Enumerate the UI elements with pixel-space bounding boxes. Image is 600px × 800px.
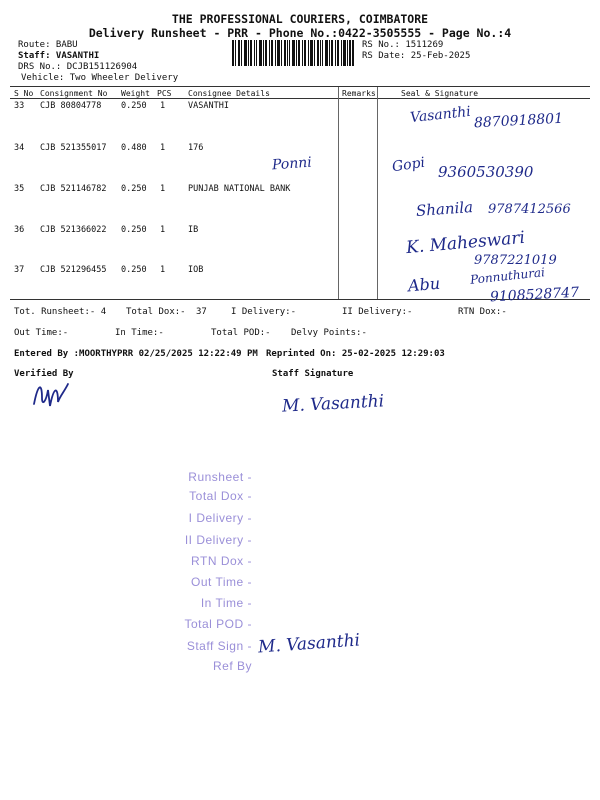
table-top-rule — [10, 86, 590, 87]
i-delivery-label: I Delivery:- — [231, 307, 297, 317]
stamp-rtn-dox: RTN Dox - — [191, 554, 252, 568]
col-weight: Weight — [121, 89, 150, 98]
route-label: Route: BABU — [18, 40, 78, 50]
company-title: THE PROFESSIONAL COURIERS, COIMBATORE — [171, 12, 429, 26]
rs-date: RS Date: 25-Feb-2025 — [362, 51, 471, 61]
entered-by: Entered By :MOORTHYPRR 02/25/2025 12:22:49 PM — [14, 349, 258, 359]
row-sno: 36 — [14, 225, 25, 235]
table-header-rule — [10, 98, 590, 99]
out-time-label: Out Time:- — [14, 328, 69, 338]
stamp-out-time: Out Time - — [190, 575, 252, 589]
total-dox-label: Total Dox:- — [126, 307, 186, 317]
row-signature-name: Abu — [407, 273, 441, 296]
vehicle-label: Vehicle: Two Wheeler Delivery — [21, 73, 179, 83]
table-row — [0, 101, 600, 141]
stamp-runsheet: Runsheet - — [188, 470, 252, 484]
rs-number: RS No.: 1511269 — [362, 40, 444, 50]
row-consignment: CJB 80804778 — [40, 101, 102, 111]
row-signature-phone: 9787221019 — [474, 253, 557, 268]
col-sno: S No — [14, 89, 34, 98]
row-consignee: PUNJAB NATIONAL BANK — [188, 184, 291, 194]
row-consignee: IB — [188, 225, 199, 235]
row-signature-phone: 9360530390 — [438, 163, 534, 181]
ii-delivery-label: II Delivery:- — [342, 307, 413, 317]
table-row — [0, 184, 600, 224]
col-consignee: Consignee Details — [188, 89, 270, 98]
row-handwritten-note: Ponnuthurai — [469, 265, 546, 287]
table-row — [0, 143, 600, 183]
row-pcs: 1 — [160, 265, 166, 275]
row-consignment: CJB 521366022 — [40, 225, 107, 235]
row-weight: 0.250 — [121, 225, 147, 235]
stamp-in-time: In Time - — [200, 596, 252, 610]
in-time-label: In Time:- — [115, 328, 164, 338]
stamp-staff-sign: Staff Sign - — [186, 639, 252, 653]
row-signature-name: Gopi — [391, 154, 427, 176]
reprinted-on: Reprinted On: 25-02-2025 12:29:03 — [266, 349, 445, 359]
row-pcs: 1 — [160, 143, 166, 153]
drs-number: DRS No.: DCJB151126904 — [18, 62, 138, 72]
row-consignment: CJB 521146782 — [40, 184, 107, 194]
row-signature-phone: 9787412566 — [488, 202, 571, 217]
row-pcs: 1 — [160, 225, 166, 235]
tot-runsheet: Tot. Runsheet:- 4 — [14, 307, 107, 317]
runsheet-subtitle: Delivery Runsheet - PRR - Phone No.:0422-3505555 - Page No.:4 — [88, 26, 512, 40]
total-pod-label: Total POD:- — [211, 328, 271, 338]
table-row — [0, 225, 600, 268]
row-sno: 33 — [14, 101, 25, 111]
rtn-dox-label: RTN Dox:- — [458, 307, 507, 317]
row-signature-name: K. Maheswari — [405, 227, 526, 259]
col-seal-signature: Seal & Signature — [401, 89, 479, 98]
stamp-handwritten-signature: M. Vasanthi — [257, 630, 361, 658]
staff-handwritten-signature: M. Vasanthi — [281, 391, 385, 417]
delvy-points-label: Delvy Points:- — [291, 328, 367, 338]
row-weight: 0.250 — [121, 184, 147, 194]
stamp-ii-delivery: II Delivery - — [184, 533, 252, 547]
row-sno: 35 — [14, 184, 25, 194]
col-pcs: PCS — [157, 89, 172, 98]
stamp-total-dox: Total Dox - — [189, 489, 252, 503]
stamp-ref-by: Ref By — [212, 659, 252, 673]
barcode — [232, 40, 354, 66]
verified-by-label: Verified By — [14, 369, 74, 379]
row-signature-name: Shanila — [415, 198, 474, 220]
col-consignment: Consignment No — [40, 89, 108, 98]
row-weight: 0.250 — [121, 265, 147, 275]
verifier-signature-scribble — [28, 378, 76, 410]
row-pcs: 1 — [160, 101, 166, 111]
row-sno: 34 — [14, 143, 25, 153]
row-signature-name: Vasanthi — [409, 103, 472, 127]
row-consignee: VASANTHI — [188, 101, 229, 111]
row-sno: 37 — [14, 265, 25, 275]
row-consignee: 176 — [188, 143, 204, 153]
stamp-i-delivery: I Delivery - — [188, 511, 252, 525]
row-pcs: 1 — [160, 184, 166, 194]
row-signature-phone: 9108528747 — [489, 284, 580, 306]
row-handwritten-note: Ponni — [271, 154, 313, 174]
row-consignment: CJB 521355017 — [40, 143, 107, 153]
staff-label: Staff: VASANTHI — [18, 51, 100, 61]
total-dox-value: 37 — [196, 307, 207, 317]
col-remarks: Remarks — [342, 89, 376, 98]
row-signature-phone: 8870918801 — [473, 110, 564, 132]
row-consignment: CJB 521296455 — [40, 265, 107, 275]
table-row — [0, 265, 600, 305]
staff-signature-label: Staff Signature — [272, 369, 354, 379]
row-consignee: IOB — [188, 265, 204, 275]
stamp-total-pod: Total POD - — [184, 617, 252, 631]
row-weight: 0.480 — [121, 143, 147, 153]
row-weight: 0.250 — [121, 101, 147, 111]
